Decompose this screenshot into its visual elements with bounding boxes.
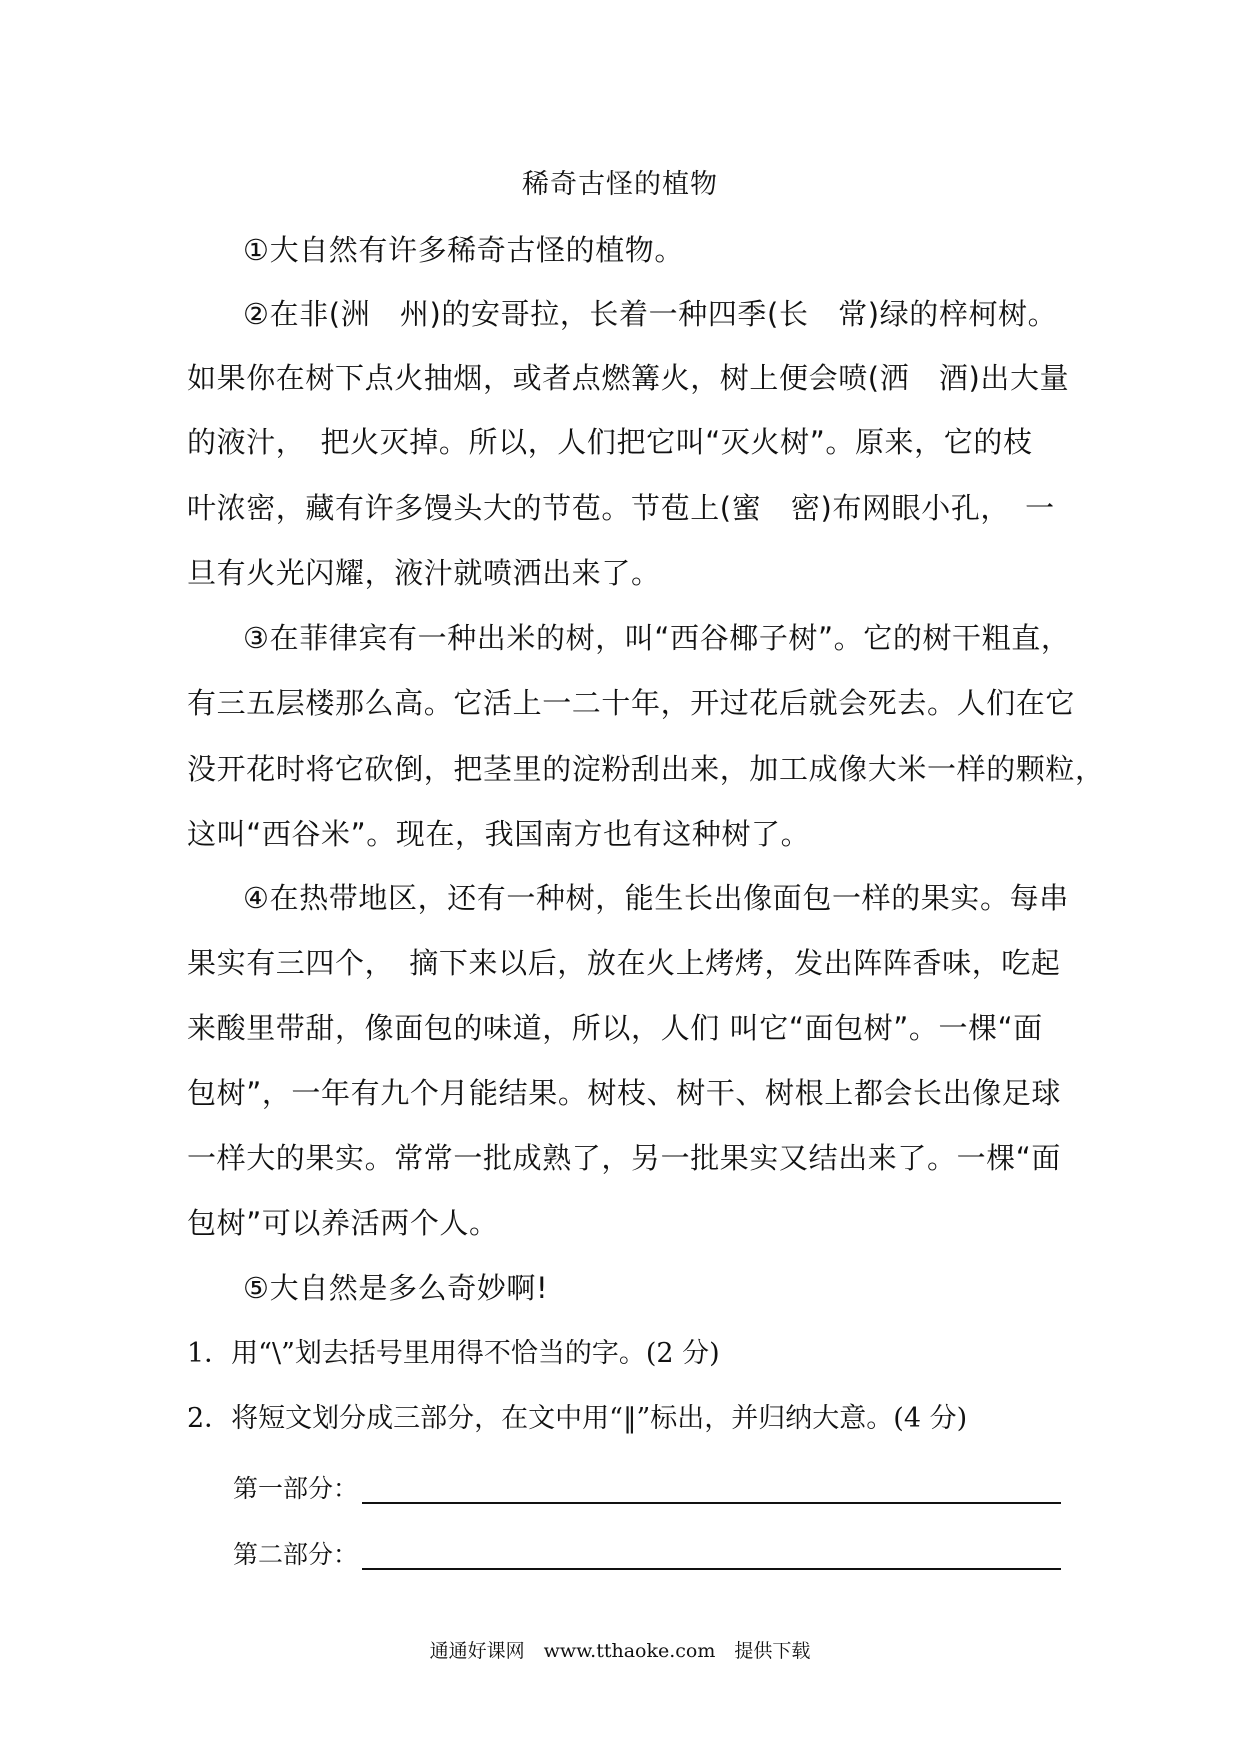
paragraph-line: ①大自然有许多稀奇古怪的植物。: [243, 233, 684, 267]
paragraph-line: 有三五层楼那么高。它活上一二十年，开过花后就会死去。人们在它: [187, 686, 1076, 720]
paragraph-line: 没开花时将它砍倒，把茎里的淀粉刮出来，加工成像大米一样的颗粒，: [187, 752, 1105, 786]
paragraph-line: 包树”可以养活两个人。: [187, 1206, 499, 1240]
paragraph-line: ③在菲律宾有一种出米的树，叫“西谷椰子树”。它的树干粗直，: [243, 621, 1071, 655]
answer-label: 第二部分：: [233, 1540, 359, 1569]
paragraph-line: 一样大的果实。常常一批成熟了，另一批果实又结出来了。一棵“面: [187, 1141, 1062, 1175]
paragraph-line: ②在非(洲 州)的安哥拉，长着一种四季(长 常)绿的梓柯树。: [243, 297, 1058, 331]
paragraph-line: ④在热带地区，还有一种树，能生长出像面包一样的果实。每串: [243, 881, 1069, 915]
question-2: 2．将短文划分成三部分，在文中用“‖”标出，并归纳大意。(4 分): [187, 1403, 968, 1434]
page-title: 稀奇古怪的植物: [522, 169, 718, 200]
answer-blank-line[interactable]: [362, 1540, 1061, 1570]
answer-row-part-1: [233, 1464, 1061, 1504]
paragraph-line: 果实有三四个， 摘下来以后，放在火上烤烤，发出阵阵香味，吃起: [187, 946, 1061, 980]
paragraph-line: 包树”，一年有九个月能结果。树枝、树干、树根上都会长出像足球: [187, 1076, 1062, 1110]
paragraph-line: 的液汁， 把火灭掉。所以，人们把它叫“灭火树”。原来，它的枝: [187, 425, 1033, 459]
paragraph-line: 如果你在树下点火抽烟，或者点燃篝火，树上便会喷(洒 酒)出大量: [187, 361, 1070, 395]
paragraph-line: ⑤大自然是多么奇妙啊!: [243, 1271, 549, 1305]
paragraph-line: 叶浓密，藏有许多馒头大的节苞。节苞上(蜜 密)布网眼小孔， 一: [187, 491, 1055, 525]
answer-row-part-2: [233, 1530, 1061, 1570]
answer-label: 第一部分：: [233, 1474, 359, 1503]
footer-source: 通通好课网 www.tthaoke.com 提供下载: [429, 1640, 811, 1662]
answer-blank-line[interactable]: [362, 1474, 1061, 1504]
paragraph-line: 这叫“西谷米”。现在，我国南方也有这种树了。: [187, 817, 811, 851]
question-1: 1．用“\”划去括号里用得不恰当的字。(2 分): [187, 1338, 720, 1369]
paragraph-line: 来酸里带甜，像面包的味道，所以，人们 叫它“面包树”。一棵“面: [187, 1011, 1043, 1045]
paragraph-line: 旦有火光闪耀，液汁就喷洒出来了。: [187, 556, 661, 590]
